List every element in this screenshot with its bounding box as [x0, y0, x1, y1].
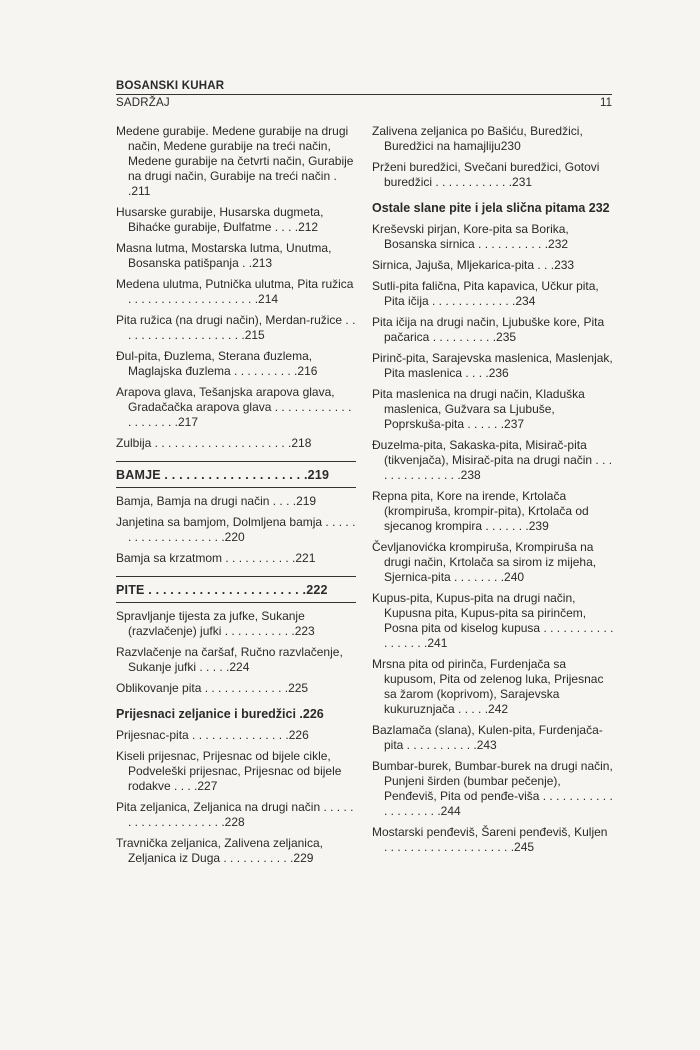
toc-entry: Kreševski pirjan, Kore-pita sa Borika, Bosanska sirnica . . . . . . . . . . .232	[372, 222, 569, 251]
toc-chapter-heading: BAMJE . . . . . . . . . . . . . . . . . . . .219	[116, 461, 356, 488]
toc-right-column	[372, 124, 614, 861]
toc-entry: Pirinč-pita, Sarajevska maslenica, Maslenjak, Pita maslenica . . . .236	[372, 351, 613, 380]
toc-left-column	[116, 124, 356, 872]
toc-entry: Prženi buredžici, Svečani buredžici, Gotovi buredžici . . . . . . . . . . . .231	[372, 160, 600, 189]
toc-entry: Mostarski penđeviš, Šareni penđeviš, Kuljen . . . . . . . . . . . . . . . . . . . .245	[372, 825, 608, 854]
toc-entry: Pita zeljanica, Zeljanica na drugi način . . . . . . . . . . . . . . . . . . . .228	[116, 800, 354, 829]
header-rule	[116, 94, 612, 95]
toc-chapter-heading: PITE . . . . . . . . . . . . . . . . . . . . . .222	[116, 576, 356, 603]
toc-entry: Kupus-pita, Kupus-pita na drugi način, Kupusna pita, Kupus-pita sa pirinčem, Posna pita od kiselog kupusa . . . . . . . . . . . . . . . . . .241	[372, 591, 614, 650]
toc-entry: Medena ulutma, Putnička ulutma, Pita ružica . . . . . . . . . . . . . . . . . . . .214	[116, 277, 354, 306]
toc-entry: Bamja, Bamja na drugi način . . . .219	[116, 494, 317, 508]
toc-entry: Zalivena zeljanica po Bašiću, Buredžici, Buredžici na hamajliju230	[372, 124, 583, 153]
toc-entry: Travnička zeljanica, Zalivena zeljanica, Zeljanica iz Duga . . . . . . . . . . .229	[116, 836, 323, 865]
toc-entry: Medene gurabije. Medene gurabije na drugi način, Medene gurabije na treći način, Medene gurabije na četvrti način, Gurabije na drugi način, Gurabije na treći način . .211	[116, 124, 354, 198]
toc-entry: Masna lutma, Mostarska lutma, Unutma, Bosanska patišpanja . .213	[116, 241, 332, 270]
toc-entry: Đul-pita, Đuzlema, Sterana đuzlema, Maglajska đuzlema . . . . . . . . . .216	[116, 349, 318, 378]
toc-entry: Prijesnac-pita . . . . . . . . . . . . . . .226	[116, 728, 309, 742]
toc-entry: Pita ičija na drugi način, Ljubuške kore, Pita pačarica . . . . . . . . . .235	[372, 315, 605, 344]
section-label: SADRŽAJ	[116, 97, 170, 109]
toc-entry: Sirnica, Jajuša, Mljekarica-pita . . .233	[372, 258, 575, 272]
toc-entry: Sutli-pita falična, Pita kapavica, Učkur pita, Pita ičija . . . . . . . . . . . . .234	[372, 279, 599, 308]
page-number: 11	[600, 97, 612, 109]
toc-entry: Zulbija . . . . . . . . . . . . . . . . . . . . .218	[116, 436, 312, 450]
toc-entry: Oblikovanje pita . . . . . . . . . . . . .225	[116, 681, 309, 695]
toc-entry: Repna pita, Kore na irende, Krtolača (krompiruša, krompir-pita), Krtolača od sjecanog krompira . . . . . . .239	[372, 489, 589, 533]
toc-entry: Razvlačenje na čaršaf, Ručno razvlačenje, Sukanje jufki . . . . .224	[116, 645, 343, 674]
toc-entry: Pita maslenica na drugi način, Kladuška maslenica, Gužvara sa Ljubuše, Poprskuša-pita . . . . . .237	[372, 387, 585, 431]
toc-entry: Mrsna pita od pirinča, Furdenjača sa kupusom, Pita od zelenog luka, Prijesnac sa žarom (koprivom), Sarajevska kukuruznjača . . . . .242	[372, 657, 604, 716]
toc-subchapter-heading: Ostale slane pite i jela slična pitama 232	[372, 201, 610, 215]
toc-subchapter-heading: Prijesnaci zeljanice i buredžici .226	[116, 707, 324, 721]
toc-entry: Janjetina sa bamjom, Dolmljena bamja . . . . . . . . . . . . . . . . . . . .220	[116, 515, 356, 544]
toc-entry: Bumbar-burek, Bumbar-burek na drugi način, Punjeni širden (bumbar pečenje), Penđeviš, Pita od penđe-viša . . . . . . . . . . . . . . . . . . . .244	[372, 759, 613, 818]
toc-entry: Đuzelma-pita, Sakaska-pita, Misirač-pita (tikvenjača), Misirač-pita na drugi način . . . . . . . . . . . . . . .238	[372, 438, 613, 482]
toc-entry: Pita ružica (na drugi način), Merdan-ružice . . . . . . . . . . . . . . . . . . . .215	[116, 313, 356, 342]
running-header-title: BOSANSKI KUHAR	[116, 80, 225, 92]
toc-entry: Husarske gurabije, Husarska dugmeta, Bihaćke gurabije, Đulfatme . . . .212	[116, 205, 324, 234]
toc-entry: Kiseli prijesnac, Prijesnac od bijele cikle, Podveleški prijesnac, Prijesnac od bijele rodakve . . . .227	[116, 749, 342, 793]
toc-entry: Bamja sa krzatmom . . . . . . . . . . .221	[116, 551, 316, 565]
toc-entry: Arapova glava, Tešanjska arapova glava, Gradačačka arapova glava . . . . . . . . . . . . . . . . . . . .217	[116, 385, 352, 429]
toc-entry: Spravljanje tijesta za jufke, Sukanje (razvlačenje) jufki . . . . . . . . . . .223	[116, 609, 315, 638]
toc-entry: Čevljanovićka krompiruša, Krompiruša na drugi način, Krtolača sa sirom iz mijeha, Sjernica-pita . . . . . . . .240	[372, 540, 597, 584]
toc-entry: Bazlamača (slana), Kulen-pita, Furdenjača-pita . . . . . . . . . . .243	[372, 723, 603, 752]
